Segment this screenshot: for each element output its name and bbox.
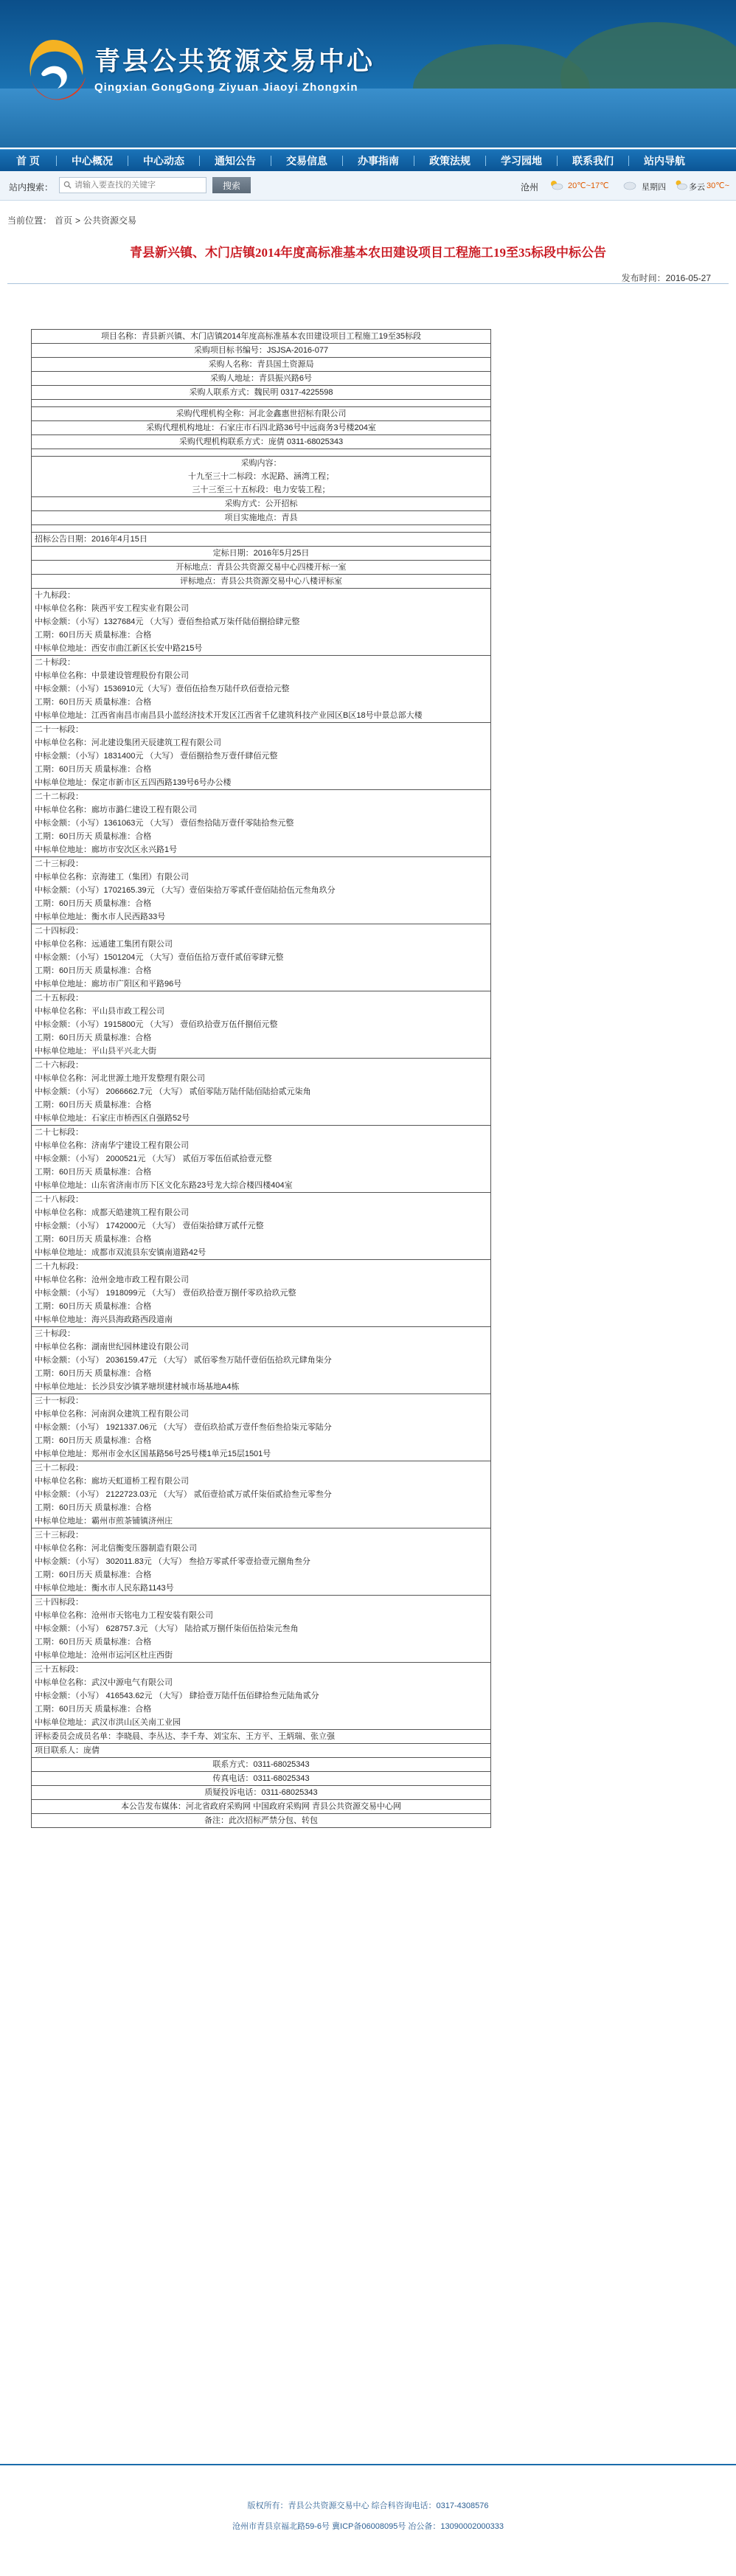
- header-water: [0, 89, 736, 148]
- weather-today-temp: 20℃~17℃: [568, 181, 609, 190]
- lot-block: [32, 790, 491, 857]
- lot-amount: 中标金额：（小写）1831400元 （大写） 壹佰捌拾叁万壹仟肆佰元整: [35, 752, 278, 761]
- lot-address: 中标单位地址：海兴县海政路西段道南: [35, 1315, 173, 1324]
- project-name: 项目名称：青县新兴镇、木门店镇2014年度高标准基本农田建设项目工程施工19至35标段: [32, 330, 491, 344]
- search-bar: [0, 171, 736, 201]
- lot-period: 工期：60日历天 质量标准：合格: [35, 1705, 152, 1714]
- agency-name: 采购代理机构全称：河北金鑫惠世招标有限公司: [32, 407, 491, 421]
- lot-amount: 中标金额：（小写） 1742000元 （大写） 壹佰柒拾肆万贰仟元整: [35, 1222, 264, 1230]
- project-no: 采购项目标书编号：JSJSA-2016-077: [32, 344, 491, 358]
- lot-amount: 中标金额：（小写） 628757.3元 （大写） 陆拾贰万捌仟柒佰伍拾柒元叁角: [35, 1624, 299, 1633]
- lot-heading: 二十九标段：: [35, 1262, 83, 1271]
- lot-period: 工期：60日历天 质量标准：合格: [35, 631, 152, 640]
- nav-center-news[interactable]: 中心动态: [143, 155, 184, 167]
- lot-heading: 二十八标段：: [35, 1195, 83, 1204]
- cloud-icon: [622, 179, 637, 191]
- footer-copyright: 版权所有：青县公共资源交易中心 综合科咨询电话：0317-4308576: [247, 2501, 489, 2510]
- lot-address: 中标单位地址：衡水市人民西路33号: [35, 913, 166, 921]
- lot-address: 中标单位地址：郑州市金水区国基路56号25号楼1单元15层1501号: [35, 1450, 271, 1458]
- lot-heading: 十九标段：: [35, 591, 75, 600]
- weather-tomorrow-desc: 多云: [689, 183, 705, 192]
- lot-amount: 中标金额：（小写）1501204元 （大写）壹佰伍拾万壹仟贰佰零肆元整: [35, 953, 284, 962]
- spacer-row: [32, 449, 491, 457]
- lot-heading: 三十一标段：: [35, 1396, 83, 1405]
- lot-amount: 中标金额：（小写）1327684元 （大写）壹佰叁拾贰万柒仟陆佰捌拾肆元整: [35, 617, 300, 626]
- lot-amount: 中标金额：（小写）1702165.39元 （大写）壹佰柒拾万零贰仟壹佰陆拾伍元叁角玖分: [35, 886, 336, 895]
- purchaser-name: 采购人名称：青县国土资源局: [32, 358, 491, 372]
- lot-period: 工期：60日历天 质量标准：合格: [35, 1369, 152, 1378]
- lot-heading: 二十七标段：: [35, 1128, 83, 1137]
- lot-heading: 三十四标段：: [35, 1598, 83, 1607]
- lot-block: [32, 1193, 491, 1260]
- lot-heading: 二十二标段：: [35, 792, 83, 801]
- publish-media: 本公告发布媒体：河北省政府采购网 中国政府采购网 青县公共资源交易中心网: [32, 1800, 491, 1814]
- lot-heading: 二十六标段：: [35, 1061, 83, 1070]
- eval-place: 评标地点：青县公共资源交易中心八楼评标室: [32, 575, 491, 589]
- fixed-date: 定标日期：2016年5月25日: [32, 547, 491, 561]
- article-date: [622, 271, 711, 284]
- lot-address: 中标单位地址：保定市新市区五四西路139号6号办公楼: [35, 778, 232, 787]
- article-title: 青县新兴镇、木门店镇2014年度高标准基本农田建设项目工程施工19至35标段中标公告: [130, 246, 606, 260]
- lot-amount: 中标金额：（小写） 2066662.7元 （大写） 贰佰零陆万陆仟陆佰陆拾贰元柒角: [35, 1087, 311, 1096]
- weather-tomorrow-temp: 30℃~: [707, 181, 730, 190]
- lot-unit: 中标单位名称：廊坊天虹道桥工程有限公司: [35, 1477, 189, 1486]
- lot-heading: 二十四标段：: [35, 927, 83, 935]
- lot-amount: 中标金额：（小写） 302011.83元 （大写） 叁拾万零贰仟零壹拾壹元捌角叁分: [35, 1557, 310, 1566]
- lot-amount: 中标金额：（小写）1361063元 （大写） 壹佰叁拾陆万壹仟零陆拾叁元整: [35, 819, 294, 828]
- lot-period: 工期：60日历天 质量标准：合格: [35, 1101, 152, 1109]
- main-nav: [0, 149, 736, 171]
- announce-date: 招标公告日期：2016年4月15日: [32, 533, 491, 547]
- spacer-row: [32, 400, 491, 407]
- breadcrumb: [7, 214, 139, 226]
- purchaser-addr: 采购人地址：青县振兴路6号: [32, 372, 491, 386]
- nav-center-overview[interactable]: 中心概况: [72, 155, 113, 167]
- lot-period: 工期：60日历天 质量标准：合格: [35, 832, 152, 841]
- lot-heading: 二十标段：: [35, 658, 75, 667]
- lot-block: [32, 589, 491, 656]
- spacer-row: [32, 525, 491, 533]
- lot-heading: 二十一标段：: [35, 725, 83, 734]
- lot-block: [32, 1126, 491, 1193]
- lot-address: 中标单位地址：廊坊市安次区永兴路1号: [35, 845, 178, 854]
- lot-block: [32, 1059, 491, 1126]
- purchaser-contact: 采购人联系方式：魏民明 0317-4225598: [32, 386, 491, 400]
- date-value: 2016-05-27: [665, 273, 711, 283]
- lot-block: [32, 1327, 491, 1394]
- agency-contact: 采购代理机构联系方式：庞倩 0311-68025343: [32, 435, 491, 449]
- nav-contact[interactable]: 联系我们: [572, 155, 614, 167]
- content-title: 采购内容：: [240, 459, 282, 468]
- lot-unit: 中标单位名称：河北世源土地开发整理有限公司: [35, 1074, 205, 1083]
- lot-unit: 中标单位名称：京海建工（集团）有限公司: [35, 873, 189, 882]
- project-contact: 项目联系人：庞倩: [32, 1744, 491, 1758]
- lot-block: [32, 1596, 491, 1663]
- lot-unit: 中标单位名称：沧州市天铭电力工程安装有限公司: [35, 1611, 213, 1620]
- lot-heading: 三十二标段：: [35, 1464, 83, 1472]
- nav-guide[interactable]: 办事指南: [358, 155, 399, 167]
- lot-unit: 中标单位名称：河北建设集团天辰建筑工程有限公司: [35, 738, 221, 747]
- lot-heading: 三十三标段：: [35, 1531, 83, 1540]
- weather-city: 沧州: [521, 182, 539, 193]
- lot-period: 工期：60日历天 质量标准：合格: [35, 1033, 152, 1042]
- lot-unit: 中标单位名称：湖南世纪园林建设有限公司: [35, 1343, 189, 1351]
- lot-period: 工期：60日历天 质量标准：合格: [35, 966, 152, 975]
- project-location: 项目实施地点：青县: [32, 511, 491, 525]
- content-line: 三十三至三十五标段：电力安装工程；: [192, 485, 330, 494]
- lot-unit: 中标单位名称：陕西平安工程实业有限公司: [35, 604, 189, 613]
- lot-block: [32, 1461, 491, 1528]
- lot-period: 工期：60日历天 质量标准：合格: [35, 1302, 152, 1311]
- lot-period: 工期：60日历天 质量标准：合格: [35, 1235, 152, 1244]
- breadcrumb-home[interactable]: 首页: [55, 215, 73, 226]
- date-label: 发布时间：: [621, 273, 666, 283]
- lot-block: [32, 656, 491, 723]
- lot-block: [32, 1528, 491, 1596]
- lot-unit: 中标单位名称：河南润众建筑工程有限公司: [35, 1410, 189, 1419]
- lot-period: 工期：60日历天 质量标准：合格: [35, 1168, 152, 1177]
- lot-block: [32, 857, 491, 924]
- site-header: [0, 0, 736, 148]
- lot-amount: 中标金额：（小写）1536910元（大写）壹佰伍拾叁万陆仟玖佰壹拾元整: [35, 685, 290, 693]
- site-title: 青县公共资源交易中心: [94, 47, 375, 77]
- content-block: [32, 457, 491, 497]
- breadcrumb-prefix: 当前位置：: [7, 215, 52, 226]
- lot-unit: 中标单位名称：武汉中源电气有限公司: [35, 1678, 173, 1687]
- complaint-phone: 质疑投诉电话：0311-68025343: [32, 1786, 491, 1800]
- weather-today-desc: 星期四: [642, 183, 666, 192]
- divider: [7, 283, 729, 284]
- purchase-method: 采购方式：公开招标: [32, 497, 491, 511]
- logo-icon[interactable]: [16, 35, 90, 109]
- lot-amount: 中标金额：（小写） 416543.62元 （大写） 肆拾壹万陆仟伍佰肆拾叁元陆角贰分: [35, 1692, 319, 1700]
- lot-address: 中标单位地址：山东省济南市历下区文化东路23号龙大综合楼四楼404室: [35, 1181, 293, 1190]
- search-input[interactable]: [59, 177, 206, 193]
- nav-home[interactable]: 首 页: [16, 155, 40, 167]
- lot-period: 工期：60日历天 质量标准：合格: [35, 1638, 152, 1647]
- lot-heading: 三十五标段：: [35, 1665, 83, 1674]
- lot-unit: 中标单位名称：平山县市政工程公司: [35, 1007, 164, 1016]
- lot-unit: 中标单位名称：河北信衡变压器制造有限公司: [35, 1544, 197, 1553]
- lot-block: [32, 924, 491, 991]
- lot-period: 工期：60日历天 质量标准：合格: [35, 1503, 152, 1512]
- footer-address: 沧州市青县京福北路59-6号 冀ICP备06008095号 冶公备：13090002000333: [232, 2522, 504, 2531]
- announcement-table: [31, 329, 491, 1828]
- contact-phone: 联系方式：0311-68025343: [32, 1758, 491, 1772]
- lot-address: 中标单位地址：长沙县安沙镇茅塘坝建材城市场基地A4栋: [35, 1382, 240, 1391]
- lot-block: [32, 991, 491, 1059]
- lot-period: 工期：60日历天 质量标准：合格: [35, 698, 152, 707]
- lot-address: 中标单位地址：衡水市人民东路1143号: [35, 1584, 174, 1593]
- lot-address: 中标单位地址：霸州市煎茶铺镇济州庄: [35, 1517, 173, 1526]
- nav-notices[interactable]: 通知公告: [215, 155, 256, 167]
- lot-amount: 中标金额：（小写）1915800元 （大写） 壹佰玖拾壹万伍仟捌佰元整: [35, 1020, 278, 1029]
- lot-address: 中标单位地址：沧州市运河区杜庄西街: [35, 1651, 173, 1660]
- lot-block: [32, 1394, 491, 1461]
- lot-block: [32, 723, 491, 790]
- lot-period: 工期：60日历天 质量标准：合格: [35, 1436, 152, 1445]
- committee: 评标委员会成员名单：李晓晨、李丛达、李千寿、刘宝东、王方平、王炳瑞、张立强: [32, 1730, 491, 1744]
- partly-cloudy-icon: [549, 179, 563, 191]
- bid-place: 开标地点：青县公共资源交易中心四楼开标一室: [32, 561, 491, 575]
- lot-address: 中标单位地址：平山县平兴北大街: [35, 1047, 156, 1056]
- lot-amount: 中标金额：（小写） 2122723.03元 （大写） 贰佰壹拾贰万贰仟柒佰贰拾叁元零叁分: [35, 1490, 332, 1499]
- site-footer: [0, 2464, 736, 2576]
- lot-amount: 中标金额：（小写） 1921337.06元 （大写） 壹佰玖拾贰万壹仟叁佰叁拾柒元零陆分: [35, 1423, 332, 1432]
- lot-block: [32, 1260, 491, 1327]
- lot-address: 中标单位地址：成都市双流县东安镇南道路42号: [35, 1248, 206, 1257]
- lot-block: [32, 1663, 491, 1730]
- search-label: 站内搜索：: [9, 182, 54, 193]
- lot-unit: 中标单位名称：济南华宁建设工程有限公司: [35, 1141, 189, 1150]
- lot-address: 中标单位地址：西安市曲江新区长安中路215号: [35, 644, 203, 653]
- fax-phone: 传真电话：0311-68025343: [32, 1772, 491, 1786]
- lot-amount: 中标金额：（小写） 2000521元 （大写） 贰佰万零伍佰贰拾壹元整: [35, 1154, 272, 1163]
- note: 备注：此次招标严禁分包、转包: [32, 1814, 491, 1828]
- search-icon: [63, 181, 72, 189]
- search-button[interactable]: 搜索: [212, 177, 251, 193]
- lot-unit: 中标单位名称：中景建设管理股份有限公司: [35, 671, 189, 680]
- lot-unit: 中标单位名称：远通建工集团有限公司: [35, 940, 173, 949]
- nav-learning[interactable]: 学习园地: [501, 155, 542, 167]
- nav-policy[interactable]: 政策法规: [429, 155, 471, 167]
- nav-trade-info[interactable]: 交易信息: [286, 155, 327, 167]
- lot-unit: 中标单位名称：廊坊市潞仁建设工程有限公司: [35, 806, 197, 814]
- breadcrumb-separator: >: [75, 215, 81, 226]
- site-pinyin: Qingxian GongGong Ziyuan Jiaoyi Zhongxin: [94, 81, 358, 94]
- lot-heading: 二十三标段：: [35, 859, 83, 868]
- lot-period: 工期：60日历天 质量标准：合格: [35, 765, 152, 774]
- agency-addr: 采购代理机构地址：石家庄市石四北路36号中远商务3号楼204室: [32, 421, 491, 435]
- lot-period: 工期：60日历天 质量标准：合格: [35, 899, 152, 908]
- lot-heading: 三十标段：: [35, 1329, 75, 1338]
- lot-address: 中标单位地址：武汉市洪山区关南工业园: [35, 1718, 181, 1727]
- lot-unit: 中标单位名称：沧州金地市政工程有限公司: [35, 1275, 189, 1284]
- lot-heading: 二十五标段：: [35, 994, 83, 1003]
- cloudy-sun-icon: [674, 179, 689, 191]
- lot-unit: 中标单位名称：成都天皓建筑工程有限公司: [35, 1208, 189, 1217]
- lot-address: 中标单位地址：江西省南昌市南昌县小蓝经济技术开发区江西省千亿建筑科技产业园区B区18号中景总部大楼: [35, 711, 423, 720]
- lot-period: 工期：60日历天 质量标准：合格: [35, 1571, 152, 1579]
- content-line: 十九至三十二标段：水泥路、涵湾工程；: [188, 472, 334, 481]
- lot-amount: 中标金额：（小写） 2036159.47元 （大写） 贰佰零叁万陆仟壹佰伍拾玖元肆角柒分: [35, 1356, 332, 1365]
- lot-address: 中标单位地址：廊坊市广阳区和平路96号: [35, 980, 182, 988]
- lot-address: 中标单位地址：石家庄市桥西区自强路52号: [35, 1114, 190, 1123]
- lot-amount: 中标金额：（小写） 1918099元 （大写） 壹佰玖拾壹万捌仟零玖拾玖元整: [35, 1289, 296, 1298]
- breadcrumb-current[interactable]: 公共资源交易: [83, 215, 137, 226]
- nav-sitemap[interactable]: 站内导航: [644, 155, 685, 167]
